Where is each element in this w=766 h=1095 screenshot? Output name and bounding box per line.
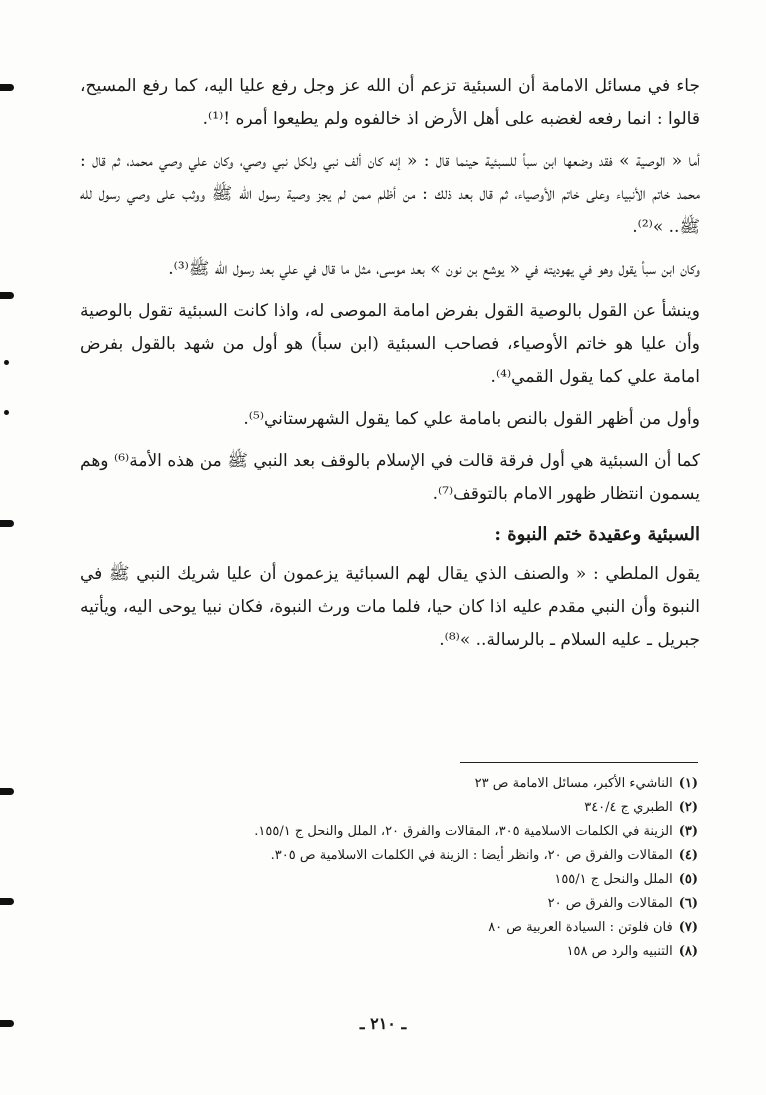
- footnote-8: [90, 940, 698, 964]
- section-heading: السبئية وعقيدة ختم النبوة :: [494, 524, 700, 545]
- footnote-text: التنبيه والرد ص ١٥٨: [566, 944, 673, 959]
- paragraph-2: أما « الوصية » فقد وضعها ابن سبأ للسبئية حينما قال : « إنه كان ألف نبي ولكل نبي وصي، وكان علي وصي محمد، ثم قال : محمد خاتم الأنبياء وعلى خاتم الأوصياء، ثم قال بعد ذلك : من أظلم ممن لم يجز وصية رسول الله ﷺ ووثب على وصي رسول لله ﷺ.. »⁽²⁾.: [80, 151, 700, 237]
- footnote-text: المقالات والفرق ص ٢٠: [547, 896, 673, 911]
- footnote-1: [90, 772, 698, 796]
- footnote-5: [90, 868, 698, 892]
- scan-edge-mark: [0, 898, 14, 905]
- scan-edge-mark: [0, 1020, 14, 1027]
- scan-edge-mark: [0, 84, 14, 91]
- scan-edge-mark: [4, 360, 9, 365]
- scan-edge-mark: [0, 788, 14, 795]
- footnote-text: الناشيء الأكبر، مسائل الامامة ص ٢٣: [474, 776, 673, 791]
- footnote-text: الملل والنحل ج ١٥٥/١: [554, 872, 673, 887]
- footnote-2: [90, 796, 698, 820]
- footnote-number: (١): [678, 776, 698, 791]
- footnote-number: (٤): [678, 848, 698, 863]
- footnote-divider: [460, 762, 698, 763]
- footnote-number: (٢): [678, 800, 698, 815]
- scan-edge-mark: [0, 520, 14, 527]
- footnote-text: المقالات والفرق ص ٢٠، وانظر أيضا : الزينة في الكلمات الاسلامية ص ٣٠٥.: [270, 848, 673, 863]
- footnote-number: (٧): [678, 920, 698, 935]
- scan-edge-mark: [4, 410, 9, 415]
- footnote-3: [90, 820, 698, 844]
- footnote-number: (٣): [678, 824, 698, 839]
- main-text: [80, 70, 700, 666]
- footnote-number: (٨): [678, 944, 698, 959]
- scan-edge-mark: [0, 292, 14, 299]
- footnotes: [90, 772, 698, 964]
- footnote-text: الزينة في الكلمات الاسلامية ٣٠٥، المقالات والفرق ٢٠، الملل والنحل ج ١٥٥/١.: [254, 824, 673, 839]
- footnote-text: الطبري ج ٣٤٠/٤: [584, 800, 673, 815]
- paragraph-5: وأول من أظهر القول بالنص بامامة علي كما يقول الشهرستاني⁽⁵⁾.: [243, 409, 700, 429]
- page-number: ـ ٢١٠ ـ: [359, 1014, 407, 1033]
- footnote-6: [90, 892, 698, 916]
- footnote-number: (٥): [678, 872, 698, 887]
- paragraph-7: يقول الملطي : « والصنف الذي يقال لهم السبائية يزعمون أن عليا شريك النبي ﷺ في النبوة وأن النبي مقدم عليه اذا كان حيا، فلما مات ورث النبوة، فكان نبيا يوحى اليه، ويأتيه جبريل ـ عليه السلام ـ بالرسالة.. »⁽⁸⁾.: [80, 564, 700, 650]
- footnote-number: (٦): [678, 896, 698, 911]
- paragraph-3: وكان ابن سبأ يقول وهو في يهوديته في « يوشع بن نون » بعد موسى، مثل ما قال في علي بعد رسول الله ﷺ⁽³⁾.: [168, 259, 700, 279]
- footnote-text: فان فلوتن : السيادة العربية ص ٨٠: [488, 920, 673, 935]
- footnote-7: [90, 916, 698, 940]
- paragraph-6: كما أن السبئية هي أول فرقة قالت في الإسلام بالوقف بعد النبي ﷺ من هذه الأمة⁽⁶⁾ وهم يسمون انتظار ظهور الامام بالتوقف⁽⁷⁾.: [80, 451, 700, 504]
- paragraph-1: جاء في مسائل الامامة أن السبئية تزعم أن الله عز وجل رفع عليا اليه، كما رفع المسيح، قالوا : انما رفعه لغضبه على أهل الأرض اذ خالفوه ولم يطيعوا أمره !⁽¹⁾.: [80, 76, 700, 129]
- paragraph-4: وينشأ عن القول بالوصية القول بفرض امامة الموصى له، واذا كانت السبئية تقول بالوصية وأن عليا هو خاتم الأوصياء، فصاحب السبئية (ابن سبأ) هو أول من شهد بالقول بفرض امامة علي كما يقول القمي⁽⁴⁾.: [80, 301, 700, 387]
- footnote-4: [90, 844, 698, 868]
